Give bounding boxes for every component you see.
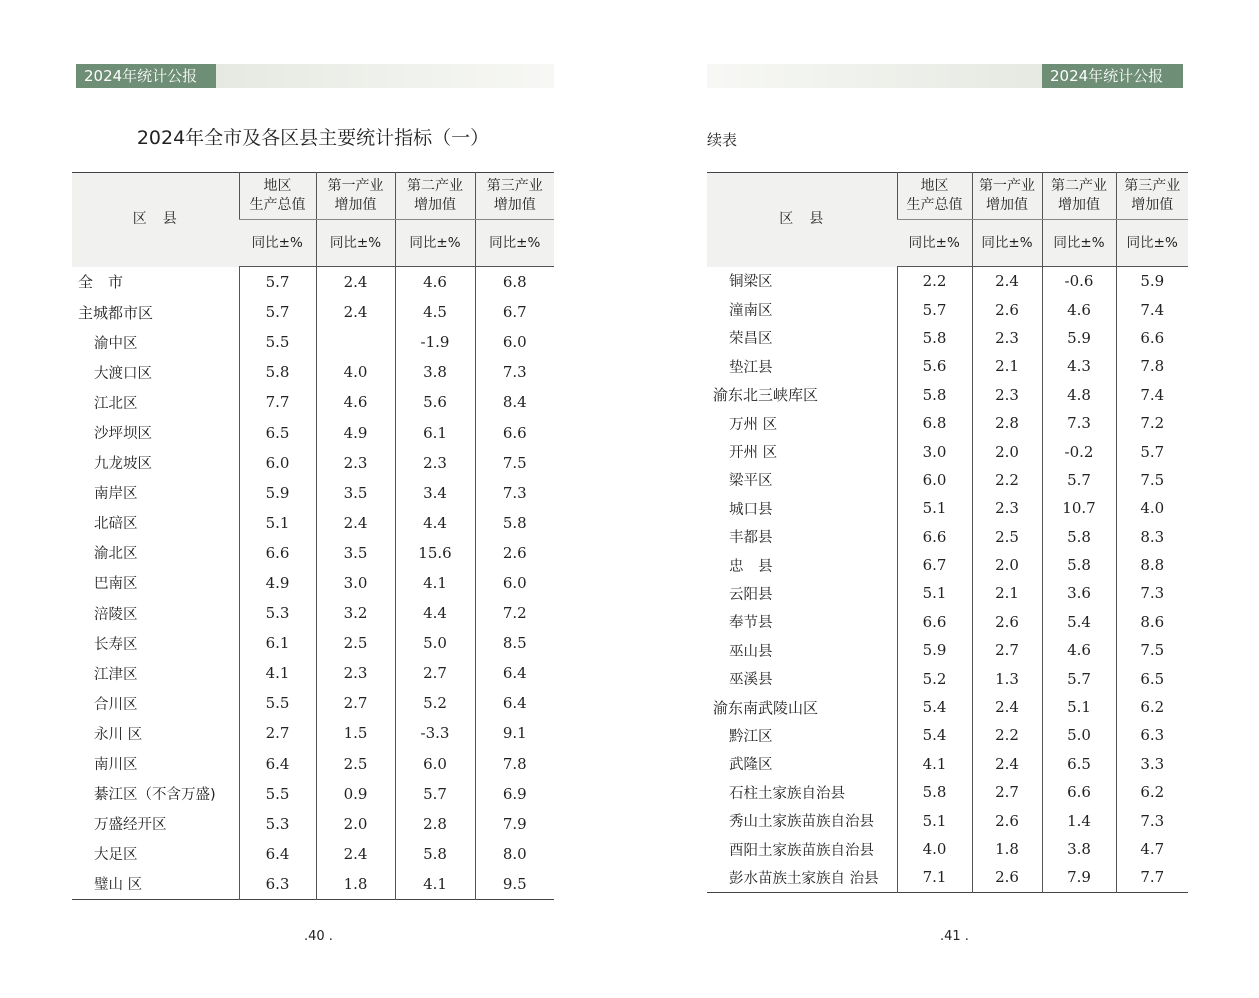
table-row <box>72 508 554 538</box>
col-subheader-yoy: 同比±% <box>475 220 554 267</box>
value-cell-tertiary: 2.6 <box>475 538 554 568</box>
value-cell-secondary: 2.7 <box>395 658 475 688</box>
value-cell-secondary: 4.1 <box>395 869 475 900</box>
region-name-cell: 长寿区 <box>94 636 138 653</box>
value-cell-tertiary: 7.2 <box>1116 409 1188 437</box>
region-name-cell: 渝东北三峡库区 <box>713 386 819 405</box>
value-cell-secondary: 5.0 <box>1042 721 1116 749</box>
region-name-cell: 璧山 区 <box>94 877 143 894</box>
value-cell-secondary: -0.2 <box>1042 437 1116 465</box>
value-cell-gdp: 7.1 <box>897 863 972 892</box>
value-cell-gdp: 5.1 <box>897 494 972 522</box>
value-cell-gdp: 7.7 <box>239 387 316 417</box>
value-cell-tertiary: 8.3 <box>1116 523 1188 551</box>
value-cell-primary: 3.5 <box>316 478 395 508</box>
region-name-cell: 渝北区 <box>94 546 138 563</box>
value-cell-secondary: 6.0 <box>395 749 475 779</box>
col-header-region: 区 县 <box>707 173 897 267</box>
region-name-cell: 荣昌区 <box>729 331 773 348</box>
region-name-cell: 南岸区 <box>94 486 138 503</box>
value-cell-secondary: 4.4 <box>395 508 475 538</box>
value-cell-gdp: 5.4 <box>897 693 972 721</box>
value-cell-primary: 2.5 <box>972 523 1042 551</box>
value-cell-gdp: 3.0 <box>897 437 972 465</box>
value-cell-primary: 4.6 <box>316 387 395 417</box>
value-cell-secondary: 5.4 <box>1042 608 1116 636</box>
table-row <box>72 718 554 748</box>
value-cell-primary: 2.1 <box>972 352 1042 380</box>
region-name-cell: 巫溪县 <box>729 672 773 689</box>
page-title: 2024年全市及各区县主要统计指标（一） <box>136 127 490 149</box>
col-header-tertiary <box>475 173 554 220</box>
table-row <box>72 538 554 568</box>
value-cell-primary: 1.8 <box>972 835 1042 863</box>
header-band-left <box>216 64 554 88</box>
value-cell-secondary: 3.8 <box>395 357 475 387</box>
value-cell-secondary: 4.6 <box>395 267 475 298</box>
table-row <box>707 863 1188 892</box>
value-cell-secondary: 4.1 <box>395 568 475 598</box>
value-cell-secondary: 10.7 <box>1042 494 1116 522</box>
table-row <box>72 387 554 417</box>
value-cell-tertiary: 9.5 <box>475 869 554 900</box>
stats-table-left <box>72 172 554 900</box>
table-row <box>72 478 554 508</box>
value-cell-gdp: 4.1 <box>897 750 972 778</box>
value-cell-primary: 3.5 <box>316 538 395 568</box>
region-name-cell: 奉节县 <box>729 615 773 632</box>
value-cell-primary: 2.5 <box>316 749 395 779</box>
region-name-cell: 北碚区 <box>94 516 138 533</box>
region-name-cell: 丰都县 <box>729 530 773 547</box>
value-cell-secondary: 4.4 <box>395 598 475 628</box>
value-cell-secondary: 7.3 <box>1042 409 1116 437</box>
region-name-cell: 主城都市区 <box>78 303 154 322</box>
value-cell-primary: 1.8 <box>316 869 395 900</box>
value-cell-tertiary: 4.7 <box>1116 835 1188 863</box>
col-subheader-yoy: 同比±% <box>972 220 1042 267</box>
value-cell-secondary: 4.8 <box>1042 381 1116 409</box>
value-cell-primary: 2.0 <box>972 437 1042 465</box>
region-name-cell: 大足区 <box>94 847 138 864</box>
value-cell-gdp: 6.6 <box>239 538 316 568</box>
value-cell-gdp: 5.1 <box>897 579 972 607</box>
value-cell-primary: 2.4 <box>316 267 395 298</box>
value-cell-tertiary: 8.6 <box>1116 608 1188 636</box>
region-name-cell: 永川 区 <box>94 726 143 743</box>
region-name-cell: 合川区 <box>94 696 138 713</box>
value-cell-primary: 2.5 <box>316 628 395 658</box>
value-cell-primary: 2.7 <box>972 636 1042 664</box>
value-cell-primary: 2.6 <box>972 295 1042 323</box>
value-cell-secondary: 5.8 <box>1042 551 1116 579</box>
value-cell-secondary: 5.7 <box>395 779 475 809</box>
value-cell-gdp: 6.4 <box>239 839 316 869</box>
value-cell-secondary: -1.9 <box>395 327 475 357</box>
region-name-cell: 沙坪坝区 <box>94 426 152 443</box>
value-cell-gdp: 6.3 <box>239 869 316 900</box>
col-subheader-yoy: 同比±% <box>1042 220 1116 267</box>
value-cell-gdp: 6.6 <box>897 608 972 636</box>
region-name-cell: 巴南区 <box>94 576 138 593</box>
table-row <box>707 352 1188 380</box>
table-row <box>72 327 554 357</box>
value-cell-gdp: 5.8 <box>897 324 972 352</box>
value-cell-primary: 3.0 <box>316 568 395 598</box>
col-header-secondary <box>1042 173 1116 220</box>
value-cell-secondary: 3.8 <box>1042 835 1116 863</box>
table-row <box>72 658 554 688</box>
value-cell-gdp: 6.4 <box>239 749 316 779</box>
value-cell-tertiary: 7.8 <box>1116 352 1188 380</box>
value-cell-primary: 2.4 <box>316 508 395 538</box>
value-cell-secondary: 3.4 <box>395 478 475 508</box>
value-cell-primary: 4.0 <box>316 357 395 387</box>
col-header-secondary <box>395 173 475 220</box>
table-row <box>707 693 1188 721</box>
value-cell-primary: 2.6 <box>972 806 1042 834</box>
region-name-cell: 梁平区 <box>729 473 773 490</box>
value-cell-tertiary: 7.7 <box>1116 863 1188 892</box>
region-name-cell: 城口县 <box>729 501 773 518</box>
value-cell-gdp: 5.3 <box>239 598 316 628</box>
table-row <box>707 409 1188 437</box>
value-cell-tertiary: 6.7 <box>475 297 554 327</box>
value-cell-secondary: 6.6 <box>1042 778 1116 806</box>
header-tag-left: 2024年统计公报 <box>76 64 216 88</box>
value-cell-tertiary: 6.9 <box>475 779 554 809</box>
value-cell-gdp: 6.5 <box>239 417 316 447</box>
value-cell-tertiary: 6.3 <box>1116 721 1188 749</box>
table-row <box>707 721 1188 749</box>
table-row <box>707 636 1188 664</box>
value-cell-tertiary: 8.0 <box>475 839 554 869</box>
col-header-gdp-text: 地区 生产总值 <box>906 178 963 213</box>
table-row <box>72 779 554 809</box>
table-row <box>707 267 1188 296</box>
table-row <box>707 324 1188 352</box>
table-row <box>72 628 554 658</box>
value-cell-tertiary: 7.5 <box>1116 636 1188 664</box>
value-cell-tertiary: 7.5 <box>1116 466 1188 494</box>
table-row <box>707 437 1188 465</box>
value-cell-tertiary: 6.2 <box>1116 693 1188 721</box>
value-cell-tertiary: 6.4 <box>475 688 554 718</box>
table-row <box>707 806 1188 834</box>
table-row <box>707 523 1188 551</box>
region-name-cell: 开州 区 <box>729 445 778 462</box>
value-cell-primary: 2.2 <box>972 466 1042 494</box>
value-cell-primary: 2.3 <box>316 658 395 688</box>
value-cell-secondary: 4.6 <box>1042 295 1116 323</box>
value-cell-gdp: 5.8 <box>897 778 972 806</box>
value-cell-gdp: 4.9 <box>239 568 316 598</box>
value-cell-tertiary: 5.7 <box>1116 437 1188 465</box>
region-name-cell: 全 市 <box>78 273 124 292</box>
region-name-cell: 涪陵区 <box>94 606 138 623</box>
value-cell-secondary: 5.8 <box>1042 523 1116 551</box>
value-cell-secondary: 4.5 <box>395 297 475 327</box>
value-cell-primary: 2.6 <box>972 608 1042 636</box>
value-cell-secondary: 7.9 <box>1042 863 1116 892</box>
value-cell-tertiary: 8.4 <box>475 387 554 417</box>
region-name-cell: 大渡口区 <box>94 365 152 382</box>
table-row <box>707 381 1188 409</box>
table-row <box>707 778 1188 806</box>
region-name-cell: 石柱土家族自治县 <box>729 785 845 802</box>
col-header-primary-text: 第一产业 增加值 <box>979 178 1035 213</box>
value-cell-tertiary: 6.6 <box>1116 324 1188 352</box>
region-name-cell: 綦江区（不含万盛) <box>94 787 216 804</box>
value-cell-secondary: 6.5 <box>1042 750 1116 778</box>
table-row <box>72 297 554 327</box>
value-cell-tertiary: 7.4 <box>1116 295 1188 323</box>
table-row <box>72 267 554 298</box>
table-row <box>72 568 554 598</box>
value-cell-gdp: 5.4 <box>897 721 972 749</box>
region-name-cell: 九龙坡区 <box>94 456 152 473</box>
col-header-region: 区 县 <box>72 173 239 267</box>
table-row <box>72 688 554 718</box>
value-cell-secondary: 5.8 <box>395 839 475 869</box>
value-cell-tertiary: 7.3 <box>475 478 554 508</box>
value-cell-tertiary: 8.5 <box>475 628 554 658</box>
table-row <box>707 551 1188 579</box>
value-cell-primary: 2.2 <box>972 721 1042 749</box>
value-cell-gdp: 6.6 <box>897 523 972 551</box>
value-cell-primary: 2.3 <box>972 494 1042 522</box>
value-cell-tertiary: 6.4 <box>475 658 554 688</box>
value-cell-gdp: 5.5 <box>239 688 316 718</box>
value-cell-primary: 2.0 <box>316 809 395 839</box>
col-header-primary <box>316 173 395 220</box>
value-cell-gdp: 6.1 <box>239 628 316 658</box>
value-cell-gdp: 6.8 <box>897 409 972 437</box>
region-name-cell: 江北区 <box>94 395 138 412</box>
region-name-cell: 云阳县 <box>729 586 773 603</box>
value-cell-primary: 2.8 <box>972 409 1042 437</box>
value-cell-tertiary: 8.8 <box>1116 551 1188 579</box>
region-name-cell: 武隆区 <box>729 757 773 774</box>
col-header-primary <box>972 173 1042 220</box>
value-cell-primary: 2.3 <box>972 381 1042 409</box>
col-header-gdp-text: 地区 生产总值 <box>249 178 306 213</box>
value-cell-gdp: 5.6 <box>897 352 972 380</box>
region-name-cell: 渝中区 <box>94 335 138 352</box>
value-cell-secondary: 5.7 <box>1042 664 1116 692</box>
value-cell-secondary: 5.2 <box>395 688 475 718</box>
value-cell-gdp: 5.1 <box>897 806 972 834</box>
col-subheader-yoy: 同比±% <box>1116 220 1188 267</box>
table-row <box>72 749 554 779</box>
col-header-gdp <box>897 173 972 220</box>
table-row <box>707 835 1188 863</box>
col-subheader-yoy: 同比±% <box>897 220 972 267</box>
col-header-secondary-text: 第二产业 增加值 <box>1051 178 1107 213</box>
page-number-right: .41 . <box>940 929 969 944</box>
value-cell-gdp: 5.7 <box>239 267 316 298</box>
table-row <box>72 357 554 387</box>
value-cell-tertiary: 7.5 <box>475 448 554 478</box>
table-row <box>72 809 554 839</box>
value-cell-gdp: 2.2 <box>897 267 972 296</box>
table-row <box>707 579 1188 607</box>
value-cell-tertiary: 7.4 <box>1116 381 1188 409</box>
value-cell-primary: 2.0 <box>972 551 1042 579</box>
region-name-cell: 秀山土家族苗族自治县 <box>729 814 874 831</box>
value-cell-gdp: 5.3 <box>239 809 316 839</box>
value-cell-primary: 2.7 <box>316 688 395 718</box>
value-cell-secondary: 2.8 <box>395 809 475 839</box>
value-cell-tertiary: 6.5 <box>1116 664 1188 692</box>
table-row <box>72 448 554 478</box>
value-cell-tertiary: 3.3 <box>1116 750 1188 778</box>
region-name-cell: 巫山县 <box>729 643 773 660</box>
region-name-cell: 南川区 <box>94 757 138 774</box>
value-cell-tertiary: 7.9 <box>475 809 554 839</box>
value-cell-secondary: 3.6 <box>1042 579 1116 607</box>
value-cell-secondary: 15.6 <box>395 538 475 568</box>
region-name-cell: 黔江区 <box>729 728 773 745</box>
header-tag-right: 2024年统计公报 <box>1042 64 1183 88</box>
value-cell-primary: 2.4 <box>972 750 1042 778</box>
value-cell-tertiary: 6.0 <box>475 327 554 357</box>
value-cell-primary <box>316 327 395 357</box>
value-cell-tertiary: 5.8 <box>475 508 554 538</box>
col-header-tertiary-text: 第三产业 增加值 <box>1124 178 1181 213</box>
value-cell-secondary: 5.7 <box>1042 466 1116 494</box>
col-header-secondary-text: 第二产业 增加值 <box>407 178 463 213</box>
value-cell-gdp: 5.7 <box>239 297 316 327</box>
table-row <box>72 417 554 447</box>
value-cell-gdp: 5.2 <box>897 664 972 692</box>
value-cell-gdp: 5.1 <box>239 508 316 538</box>
table-row <box>707 466 1188 494</box>
value-cell-secondary: 5.6 <box>395 387 475 417</box>
value-cell-gdp: 4.1 <box>239 658 316 688</box>
region-name-cell: 万州 区 <box>729 416 778 433</box>
region-name-cell: 江津区 <box>94 666 138 683</box>
value-cell-secondary: 4.3 <box>1042 352 1116 380</box>
continued-label: 续表 <box>707 131 738 149</box>
region-name-cell: 万盛经开区 <box>94 817 167 834</box>
value-cell-gdp: 6.0 <box>897 466 972 494</box>
value-cell-primary: 2.4 <box>972 693 1042 721</box>
region-name-cell: 酉阳土家族苗族自治县 <box>729 842 874 859</box>
value-cell-gdp: 5.9 <box>239 478 316 508</box>
col-header-tertiary-text: 第三产业 增加值 <box>486 178 543 213</box>
value-cell-gdp: 5.7 <box>897 295 972 323</box>
value-cell-secondary: 1.4 <box>1042 806 1116 834</box>
value-cell-tertiary: 5.9 <box>1116 267 1188 296</box>
region-name-cell: 渝东南武陵山区 <box>713 698 819 717</box>
value-cell-tertiary: 7.3 <box>475 357 554 387</box>
col-subheader-yoy: 同比±% <box>395 220 475 267</box>
value-cell-primary: 2.3 <box>972 324 1042 352</box>
value-cell-primary: 0.9 <box>316 779 395 809</box>
col-header-primary-text: 第一产业 增加值 <box>327 178 384 213</box>
value-cell-primary: 2.4 <box>316 839 395 869</box>
value-cell-tertiary: 7.8 <box>475 749 554 779</box>
value-cell-gdp: 5.5 <box>239 327 316 357</box>
table-row <box>707 295 1188 323</box>
value-cell-gdp: 6.0 <box>239 448 316 478</box>
value-cell-tertiary: 9.1 <box>475 718 554 748</box>
region-name-cell: 彭水苗族土家族自 治县 <box>729 870 879 887</box>
value-cell-gdp: 2.7 <box>239 718 316 748</box>
col-subheader-yoy: 同比±% <box>316 220 395 267</box>
header-band-right <box>707 64 1042 88</box>
page-number-left: .40 . <box>304 929 333 944</box>
col-header-tertiary <box>1116 173 1188 220</box>
value-cell-primary: 2.3 <box>316 448 395 478</box>
value-cell-secondary: 4.6 <box>1042 636 1116 664</box>
table-row <box>707 608 1188 636</box>
value-cell-primary: 1.3 <box>972 664 1042 692</box>
value-cell-gdp: 6.7 <box>897 551 972 579</box>
value-cell-primary: 3.2 <box>316 598 395 628</box>
value-cell-primary: 1.5 <box>316 718 395 748</box>
value-cell-secondary: 5.1 <box>1042 693 1116 721</box>
table-row <box>707 750 1188 778</box>
value-cell-gdp: 5.8 <box>897 381 972 409</box>
value-cell-primary: 2.1 <box>972 579 1042 607</box>
region-name-cell: 垫江县 <box>729 359 773 376</box>
region-name-cell: 铜梁区 <box>729 274 773 291</box>
table-row <box>72 598 554 628</box>
value-cell-tertiary: 6.6 <box>475 417 554 447</box>
table-row <box>707 664 1188 692</box>
value-cell-tertiary: 7.3 <box>1116 806 1188 834</box>
table-row <box>72 839 554 869</box>
value-cell-gdp: 4.0 <box>897 835 972 863</box>
value-cell-tertiary: 4.0 <box>1116 494 1188 522</box>
value-cell-gdp: 5.9 <box>897 636 972 664</box>
table-row <box>72 869 554 900</box>
col-header-gdp <box>239 173 316 220</box>
value-cell-tertiary: 6.0 <box>475 568 554 598</box>
value-cell-secondary: 5.0 <box>395 628 475 658</box>
value-cell-secondary: -3.3 <box>395 718 475 748</box>
value-cell-primary: 4.9 <box>316 417 395 447</box>
value-cell-tertiary: 6.8 <box>475 267 554 298</box>
value-cell-gdp: 5.8 <box>239 357 316 387</box>
value-cell-tertiary: 7.3 <box>1116 579 1188 607</box>
table-row <box>707 494 1188 522</box>
value-cell-primary: 2.7 <box>972 778 1042 806</box>
value-cell-secondary: 6.1 <box>395 417 475 447</box>
value-cell-secondary: 2.3 <box>395 448 475 478</box>
value-cell-gdp: 5.5 <box>239 779 316 809</box>
stats-table-right <box>707 172 1188 893</box>
value-cell-secondary: 5.9 <box>1042 324 1116 352</box>
region-name-cell: 潼南区 <box>729 303 773 320</box>
value-cell-primary: 2.6 <box>972 863 1042 892</box>
col-subheader-yoy: 同比±% <box>239 220 316 267</box>
value-cell-tertiary: 6.2 <box>1116 778 1188 806</box>
value-cell-tertiary: 7.2 <box>475 598 554 628</box>
region-name-cell: 忠 县 <box>729 558 773 575</box>
value-cell-primary: 2.4 <box>972 267 1042 296</box>
value-cell-secondary: -0.6 <box>1042 267 1116 296</box>
value-cell-primary: 2.4 <box>316 297 395 327</box>
